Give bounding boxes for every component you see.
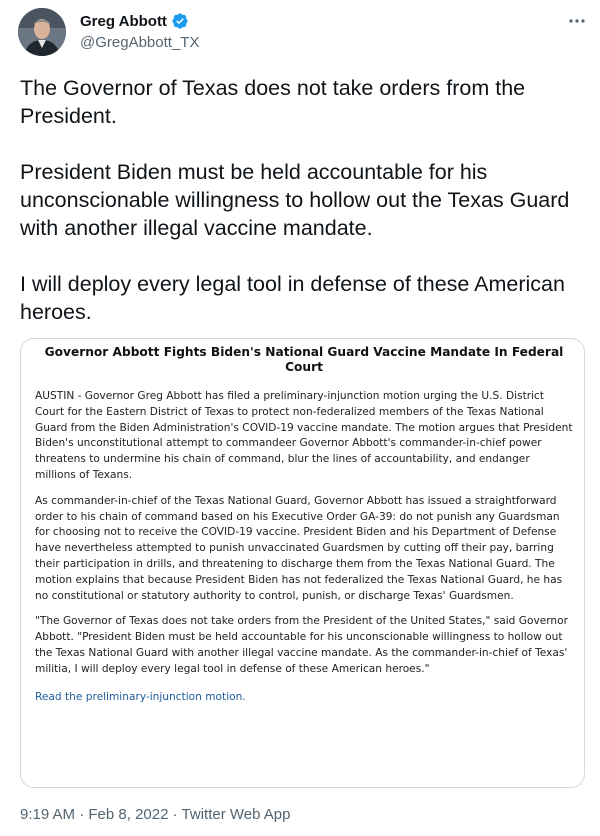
press-release-document [35, 345, 573, 705]
more-options-icon[interactable] [566, 10, 588, 32]
tweet-text [20, 74, 580, 326]
press-release-title: Governor Abbott Fights Biden's National Guard Vaccine Mandate In Federal Court [44, 345, 564, 374]
tweet-paragraph: The Governor of Texas does not take orders from the President. [20, 76, 526, 128]
display-name[interactable]: Greg Abbott [80, 12, 167, 30]
tweet-paragraph: I will deploy every legal tool in defense of these American heroes. [20, 272, 565, 324]
tweet-source: Twitter Web App [181, 806, 291, 823]
tweet-metadata [20, 806, 290, 823]
tweet-header [18, 8, 588, 60]
handle[interactable]: @GregAbbott_TX [80, 34, 200, 51]
verified-badge-icon [171, 12, 189, 30]
meta-separator: · [79, 806, 85, 823]
tweet-date[interactable]: Feb 8, 2022 [88, 806, 169, 823]
press-release-paragraph: "The Governor of Texas does not take orders from the President of the United States," said Governor Abbott. "President Biden must be held accountable for his unconscionable willingness to hollow out the Texas National Guard with another illegal vaccine mandate. As the commander-in-chief of Texas' militia, I will deploy every legal tool in defense of these American heroes." [35, 615, 568, 675]
press-release-paragraph: AUSTIN - Governor Greg Abbott has filed a preliminary-injunction motion urging the U.S. District Court for the Eastern District of Texas to protect non-federalized members of the Texas National Guard from the Biden Administration's COVID-19 vaccine mandate. The motion argues that President Biden's unconstitutional attempt to commandeer Governor Abbott's commander-in-chief power threatens to undermine his chain of command, blur the lines of accountability, and endanger millions of Texans. [35, 390, 573, 481]
avatar-image [18, 8, 66, 56]
preliminary-injunction-link: Read the preliminary-injunction motion. [35, 690, 246, 703]
tweet-time[interactable]: 9:19 AM [20, 806, 76, 823]
tweet-paragraph: President Biden must be held accountable for his unconscionable willingness to hollow out the Texas Guard with another illegal vaccine mandate. [20, 160, 570, 240]
attached-image-card[interactable] [20, 338, 585, 788]
meta-separator: · [172, 806, 178, 823]
avatar[interactable] [18, 8, 66, 56]
press-release-paragraph: As commander-in-chief of the Texas National Guard, Governor Abbott has issued a straightforward order to his chain of command based on his Executive Order GA-39: do not punish any Guardsman for choosing not to receive the COVID-19 vaccine. President Biden and his Department of Defense have nevertheless attempted to punish unvaccinated Guardsmen by cutting off their pay, barring their participation in drills, and threatening to discharge them from the Texas National Guard. The motion explains that because President Biden has not federalized the Texas National Guard, he has no constitutional or statutory authority to control, punish, or discharge Texas' Guardsmen. [35, 494, 563, 602]
name-row [80, 12, 189, 30]
